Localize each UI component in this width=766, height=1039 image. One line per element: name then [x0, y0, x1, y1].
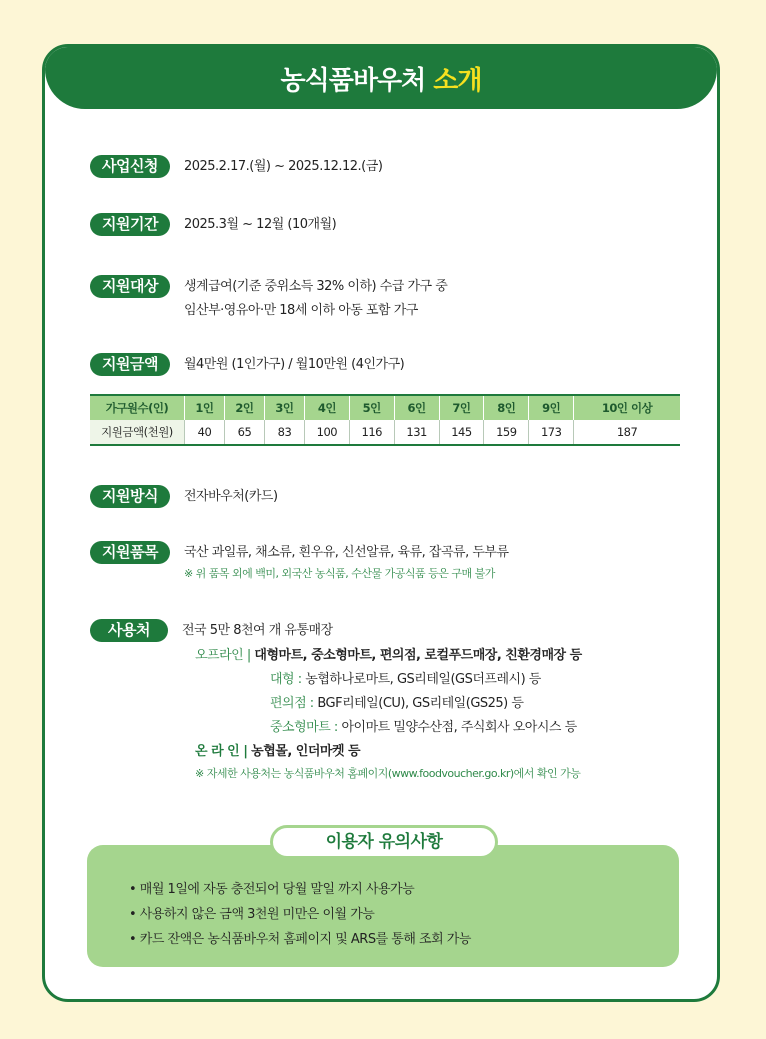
table-header-cell: 2인	[224, 395, 264, 420]
offline-label: 오프라인 |	[195, 648, 251, 663]
title-accent: 소개	[433, 65, 482, 96]
notice-item: • 카드 잔액은 농식품바우처 홈페이지 및 ARS를 통해 조회 가능	[129, 932, 471, 947]
notice-box	[87, 845, 679, 967]
method-value: 전자바우처(카드)	[183, 489, 278, 504]
table-header-cell: 7인	[439, 395, 484, 420]
usage-mid-line	[195, 716, 582, 740]
table-cell: 116	[349, 420, 394, 445]
amount-table-header-row	[90, 395, 680, 420]
notice-item: • 사용하지 않은 금액 3천원 미만은 이월 가능	[129, 907, 375, 922]
page-title	[45, 47, 717, 109]
section-apply	[90, 155, 382, 179]
amount-label: 지원금액	[90, 353, 170, 376]
table-cell: 83	[264, 420, 304, 445]
apply-label: 사업신청	[90, 155, 170, 178]
mid-label: 중소형마트 :	[270, 720, 338, 735]
table-cell: 159	[484, 420, 529, 445]
items-text: 국산 과일류, 채소류, 흰우유, 신선알류, 육류, 잡곡류, 두부류	[183, 545, 509, 560]
usage-value: 전국 5만 8천여 개 유통매장	[181, 623, 333, 638]
period-label: 지원기간	[90, 213, 170, 236]
table-header-cell: 5인	[349, 395, 394, 420]
target-label: 지원대상	[90, 275, 170, 298]
section-method	[90, 485, 278, 509]
items-value	[184, 541, 509, 583]
usage-online-line	[195, 740, 582, 764]
usage-large-line	[195, 668, 582, 692]
table-cell: 100	[304, 420, 349, 445]
notice-item: • 매월 1일에 자동 충전되어 당월 말일 까지 사용가능	[129, 882, 415, 897]
table-cell: 145	[439, 420, 484, 445]
section-amount	[90, 353, 404, 377]
table-header-cell: 8인	[484, 395, 529, 420]
usage-offline-line	[195, 644, 582, 668]
table-header-cell: 가구원수(인)	[90, 395, 185, 420]
target-value	[184, 275, 447, 323]
section-target	[90, 275, 447, 323]
table-cell: 173	[529, 420, 574, 445]
mid-value: 아이마트 밀양수산점, 주식회사 오아시스 등	[341, 720, 577, 735]
table-cell: 40	[185, 420, 225, 445]
target-line1: 생계급여(기준 중위소득 32% 이하) 수급 가구 중	[183, 279, 448, 294]
table-cell: 131	[394, 420, 439, 445]
table-cell: 지원금액(천원)	[90, 420, 185, 445]
table-header-cell: 9인	[529, 395, 574, 420]
apply-value: 2025.2.17.(월) ~ 2025.12.12.(금)	[183, 159, 383, 174]
usage-details	[195, 623, 582, 784]
items-label: 지원품목	[90, 541, 170, 564]
table-header-cell: 1인	[185, 395, 225, 420]
usage-label: 사용처	[90, 619, 168, 642]
amount-table-row	[90, 420, 680, 445]
title-main: 농식품바우처	[280, 65, 426, 96]
period-value: 2025.3월 ~ 12월 (10개월)	[183, 217, 337, 232]
large-value: 농협하나로마트, GS리테일(GS더프레시) 등	[305, 672, 541, 687]
usage-note: ※ 자세한 사용처는 농식품바우처 홈페이지(www.foodvoucher.go.kr)에서 확인 가능	[195, 767, 581, 780]
large-label: 대형 :	[270, 672, 302, 687]
section-items	[90, 541, 509, 583]
table-cell: 65	[224, 420, 264, 445]
online-label: 온 라 인 |	[195, 744, 248, 759]
notice-title: 이용자 유의사항	[270, 825, 498, 859]
voucher-info-card	[42, 44, 720, 1002]
section-period	[90, 213, 336, 237]
conv-value: BGF리테일(CU), GS리테일(GS25) 등	[317, 696, 524, 711]
items-note: ※ 위 품목 외에 백미, 외국산 농식품, 수산물 가공식품 등은 구매 불가	[183, 567, 495, 580]
amount-table	[90, 394, 680, 446]
online-value: 농협몰, 인더마켓 등	[251, 744, 361, 759]
table-header-cell: 4인	[304, 395, 349, 420]
target-line2: 임산부·영유아·만 18세 이하 아동 포함 가구	[183, 303, 418, 318]
table-header-cell: 10인 이상	[574, 395, 680, 420]
table-cell: 187	[574, 420, 680, 445]
conv-label: 편의점 :	[270, 696, 314, 711]
usage-conv-line	[195, 692, 582, 716]
table-header-cell: 6인	[394, 395, 439, 420]
table-header-cell: 3인	[264, 395, 304, 420]
method-label: 지원방식	[90, 485, 170, 508]
amount-value: 월4만원 (1인가구) / 월10만원 (4인가구)	[183, 357, 405, 372]
offline-value: 대형마트, 중소형마트, 편의점, 로컬푸드매장, 친환경매장 등	[254, 648, 582, 663]
